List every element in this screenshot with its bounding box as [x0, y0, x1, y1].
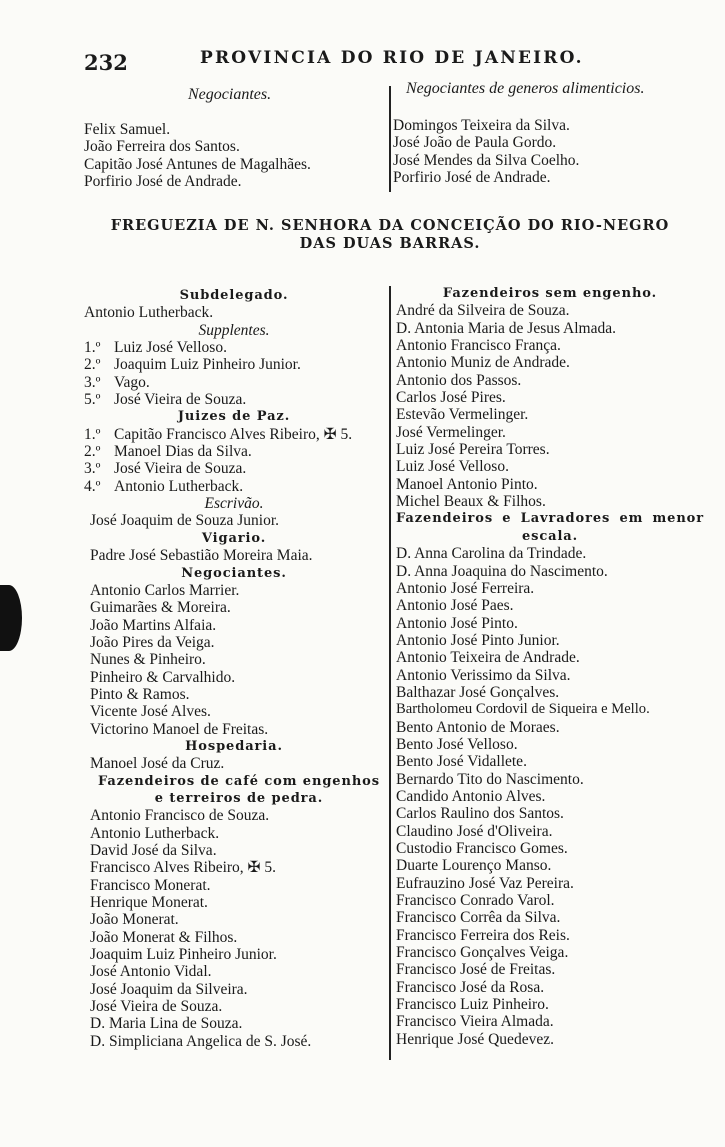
list-item: Capitão José Antunes de Magalhães. — [84, 155, 311, 173]
top-left-list — [84, 121, 311, 190]
list-item: Antonio Teixeira de Andrade. — [396, 649, 580, 667]
heading-vigario: Vigario. — [201, 530, 267, 546]
list-item: 3.º Vago. — [84, 373, 150, 391]
list-item: João Pires da Veiga. — [90, 633, 215, 651]
list-item: Balthazar José Gonçalves. — [396, 683, 560, 701]
list-item: 2.º Manoel Dias da Silva. — [84, 443, 252, 461]
scan-ink-blot — [0, 585, 22, 651]
list-item: José Joaquim da Silveira. — [90, 980, 248, 998]
hospedaria-name: Manoel José da Cruz. — [90, 755, 225, 773]
list-item: D. Anna Carolina da Trindade. — [396, 545, 587, 563]
list-item: Bento José Velloso. — [396, 735, 518, 753]
list-item: Antonio Francisco de Souza. — [90, 807, 270, 825]
list-item: Manoel Antonio Pinto. — [396, 475, 538, 493]
page-number: 232 — [84, 50, 128, 75]
top-right-heading: Negociantes de generos alimenticios. — [406, 80, 645, 97]
list-item: D. Antonia Maria de Jesus Almada. — [396, 319, 616, 337]
list-item: Joaquim Luiz Pinheiro Junior. — [90, 946, 277, 964]
list-item: Antonio José Pinto. — [396, 614, 518, 632]
list-item: Francisco Alves Ribeiro, ✠ 5. — [90, 859, 277, 877]
list-item: Henrique José Quedevez. — [396, 1030, 554, 1048]
heading-subdelegado: Subdelegado. — [179, 288, 289, 303]
left-column — [84, 287, 384, 1050]
heading-lavradores-2: escala. — [521, 528, 579, 544]
list-item: Porfirio José de Andrade. — [84, 173, 242, 191]
heading-lavradores-1: Fazendeiros e Lavradores em menor — [396, 511, 704, 527]
list-item: D. Maria Lina de Souza. — [90, 1015, 243, 1033]
list-item: André da Silveira de Souza. — [396, 302, 570, 320]
list-item: Michel Beaux & Filhos. — [396, 493, 546, 511]
section-title-line-1: FREGUEZIA DE N. SENHORA DA CONCEIÇÃO DO RIO-NEGRO — [110, 217, 670, 234]
list-item: Francisco Monerat. — [90, 876, 211, 894]
list-item: Antonio dos Passos. — [396, 371, 522, 389]
list-item: José Mendes da Silva Coelho. — [393, 151, 580, 169]
list-item: Guimarães & Moreira. — [90, 599, 231, 617]
list-item: Henrique Monerat. — [90, 894, 208, 912]
heading-fazendeiros-cafe-2: e terreiros de pedra. — [154, 790, 324, 806]
list-item: Victorino Manoel de Freitas. — [90, 720, 269, 738]
list-item: 1.º Capitão Francisco Alves Ribeiro, ✠ 5. — [84, 425, 353, 443]
list-item: José Vieira de Souza. — [90, 998, 223, 1016]
list-item: Candido Antonio Alves. — [396, 787, 546, 805]
top-right-list — [393, 117, 579, 186]
list-item: 4.º Antonio Lutherback. — [84, 477, 244, 495]
list-item: 5.º José Vieira de Souza. — [84, 391, 247, 409]
heading-supplentes: Supplentes. — [198, 321, 270, 339]
column-divider-main — [389, 286, 391, 1060]
heading-sem-engenho: Fazendeiros sem engenho. — [442, 286, 658, 301]
heading-fazendeiros-cafe-1: Fazendeiros de café com engenhos — [98, 773, 380, 789]
list-item: Bento Antonio de Moraes. — [396, 718, 560, 736]
list-item: Francisco Vieira Almada. — [396, 1013, 554, 1031]
heading-escrivao: Escrivão. — [204, 495, 264, 513]
list-item: Bartholomeu Cordovil de Siqueira e Mello. — [396, 701, 650, 718]
subdelegado-name: Antonio Lutherback. — [84, 304, 214, 322]
list-item: Pinto & Ramos. — [90, 685, 190, 703]
list-item: Francisco Luiz Pinheiro. — [396, 996, 549, 1014]
list-item: Carlos José Pires. — [396, 389, 506, 407]
list-item: Vicente José Alves. — [90, 703, 211, 721]
heading-juizes: Juizes de Paz. — [177, 409, 291, 425]
list-item: Duarte Lourenço Manso. — [396, 857, 552, 875]
vigario-name: Padre José Sebastião Moreira Maia. — [90, 547, 313, 565]
heading-negociantes: Negociantes. — [181, 565, 287, 581]
list-item: 1.º Luiz José Velloso. — [84, 339, 227, 357]
list-item: Antonio Muniz de Andrade. — [396, 354, 570, 372]
section-title — [80, 217, 700, 253]
list-item: Porfirio José de Andrade. — [393, 169, 551, 187]
list-item: Luiz José Velloso. — [396, 458, 509, 476]
list-item: João Monerat & Filhos. — [90, 928, 238, 946]
list-item: Bernardo Tito do Nascimento. — [396, 770, 584, 788]
list-item: Antonio José Ferreira. — [396, 579, 535, 597]
list-item: Francisco José de Freitas. — [396, 961, 556, 979]
list-item: Eufrauzino José Vaz Pereira. — [396, 874, 574, 892]
list-item: Felix Samuel. — [84, 121, 171, 138]
heading-hospedaria: Hospedaria. — [185, 738, 283, 754]
list-item: Bento José Vidallete. — [396, 753, 527, 771]
escrivao-name: José Joaquim de Souza Junior. — [90, 512, 279, 530]
list-item: D. Simpliciana Angelica de S. José. — [90, 1032, 312, 1050]
right-column — [396, 285, 704, 1048]
list-item: João Ferreira dos Santos. — [84, 138, 240, 156]
list-item: Luiz José Pereira Torres. — [396, 441, 550, 459]
list-item: Claudino José d'Oliveira. — [396, 822, 553, 840]
list-item: Antonio Carlos Marrier. — [90, 581, 240, 599]
list-item: Nunes & Pinheiro. — [90, 651, 206, 669]
list-item: Francisco Ferreira dos Reis. — [396, 926, 570, 944]
list-item: João Martins Alfaia. — [90, 616, 217, 634]
list-item: Domingos Teixeira da Silva. — [393, 117, 570, 134]
list-item: 2.º Joaquim Luiz Pinheiro Junior. — [84, 356, 301, 374]
top-left-heading: Negociantes. — [188, 86, 272, 103]
list-item: José Vermelinger. — [396, 423, 506, 441]
list-item: Antonio Verissimo da Silva. — [396, 666, 571, 684]
list-item: Francisco Conrado Varol. — [396, 892, 555, 910]
list-item: João Monerat. — [90, 911, 179, 929]
list-item: Estevão Vermelinger. — [396, 406, 529, 424]
list-item: Francisco Gonçalves Veiga. — [396, 944, 569, 962]
column-divider-top — [389, 86, 391, 192]
running-title: PROVINCIA DO RIO DE JANEIRO. — [200, 48, 584, 68]
list-item: David José da Silva. — [90, 842, 217, 859]
section-title-line-2: DAS DUAS BARRAS. — [299, 235, 481, 252]
list-item: Antonio José Pinto Junior. — [396, 631, 560, 649]
list-item: Custodio Francisco Gomes. — [396, 840, 568, 857]
list-item: Carlos Raulino dos Santos. — [396, 805, 564, 823]
list-item: Pinheiro & Carvalhido. — [90, 668, 236, 686]
list-item: Antonio José Paes. — [396, 597, 514, 615]
list-item: Antonio Francisco França. — [396, 337, 561, 355]
list-item: Francisco Corrêa da Silva. — [396, 909, 561, 927]
list-item: D. Anna Joaquina do Nascimento. — [396, 562, 608, 580]
list-item: José Antonio Vidal. — [90, 963, 212, 981]
list-item: José João de Paula Gordo. — [393, 134, 557, 152]
list-item: 3.º José Vieira de Souza. — [84, 460, 247, 478]
list-item: Antonio Lutherback. — [90, 824, 220, 842]
list-item: Francisco José da Rosa. — [396, 978, 545, 996]
